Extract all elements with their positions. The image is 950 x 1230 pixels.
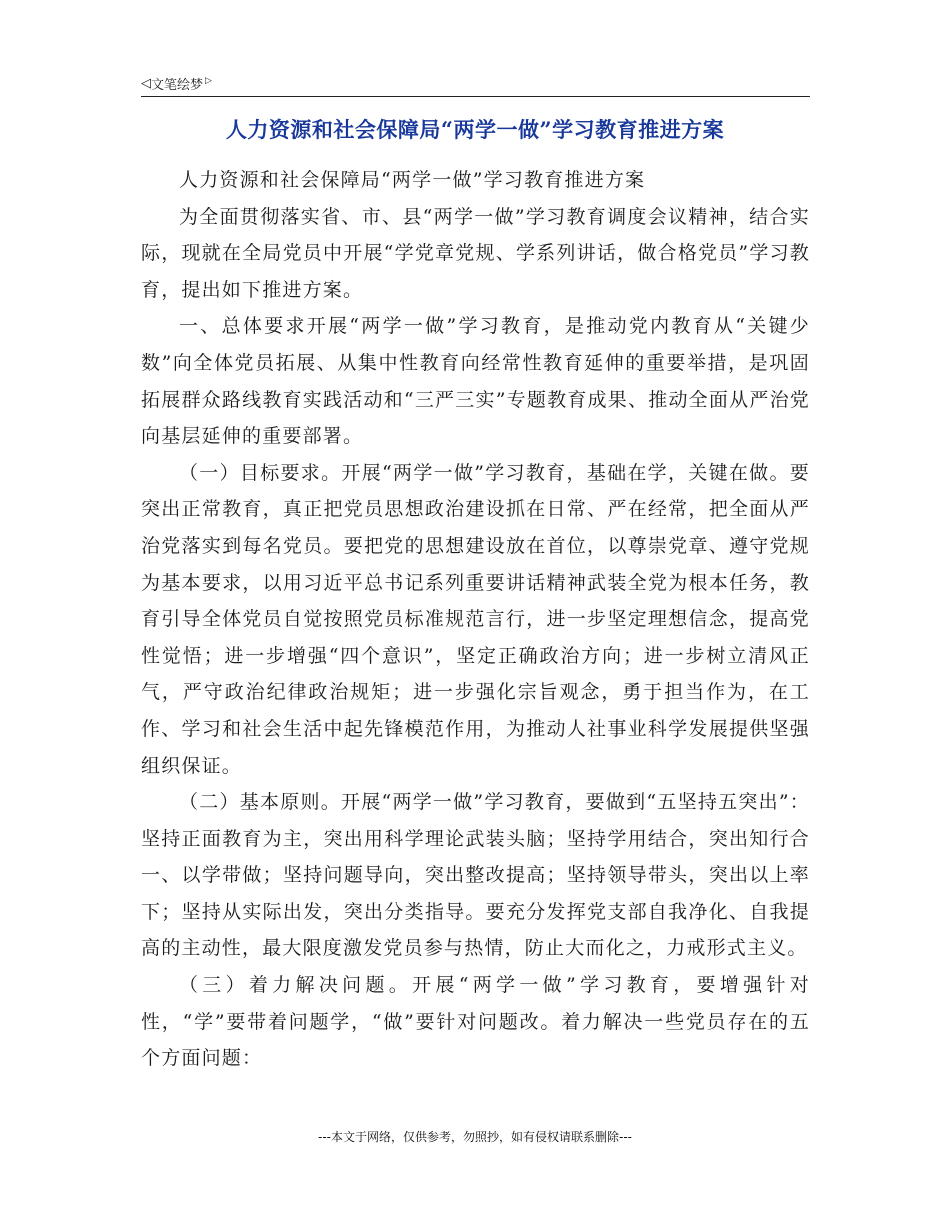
left-triangle-icon: ◁ [141,76,151,91]
brand-name: 文笔绘梦 [151,78,204,93]
paragraph-general-requirements: 一、总体要求开展“两学一做”学习教育，是推动党内教育从“关键少数”向全体党员拓展、从集中性教育向经常性教育延伸的重要举措，是巩固拓展群众路线教育实践活动和“三严三实”专题教育成果、推动全面从严治党向基层延伸的重要部署。 [141,315,810,448]
footer-notice: ---本文于网络，仅供参考，勿照抄，如有侵权请联系删除--- [318,1130,632,1144]
paragraph-subtitle: 人力资源和社会保障局“两学一做”学习教育推进方案 [179,169,646,191]
brand-mark [141,74,212,93]
page-header [141,72,810,97]
right-triangle-icon: ▷ [205,75,212,86]
paragraph-solve-problems: （三）着力解决问题。开展“两学一做”学习教育，要增强针对性，“学”要带着问题学，“做”要针对问题改。着力解决一些党员存在的五个方面问题： [141,974,810,1070]
paragraph-intro: 为全面贯彻落实省、市、县“两学一做”学习教育调度会议精神，结合实际，现就在全局党员中开展“学党章党规、学系列讲话，做合格党员”学习教育，提出如下推进方案。 [141,205,810,301]
paragraph-basic-principles: （二）基本原则。开展“两学一做”学习教育，要做到“五坚持五突出”：坚持正面教育为主，突出用科学理论武装头脑；坚持学用结合，突出知行合一、以学带做；坚持问题导向，突出整改提高；坚持领导带头，突出以上率下；坚持从实际出发，突出分类指导。要充分发挥党支部自我净化、自我提高的主动性，最大限度激发党员参与热情，防止大而化之，力戒形式主义。 [141,791,810,960]
document-body [141,162,810,1077]
document-title: 人力资源和社会保障局“两学一做”学习教育推进方案 [225,117,725,142]
paragraph-goal-requirements: （一）目标要求。开展“两学一做”学习教育，基础在学，关键在做。要突出正常教育，真正把党员思想政治建设抓在日常、严在经常，把全面从严治党落实到每名党员。要把党的思想建设放在首位，以尊崇党章、遵守党规为基本要求，以用习近平总书记系列重要讲话精神武装全党为根本任务，教育引导全体党员自觉按照党员标准规范言行，进一步坚定理想信念，提高党性觉悟；进一步增强“四个意识”，坚定正确政治方向；进一步树立清风正气，严守政治纪律政治规矩；进一步强化宗旨观念，勇于担当作为，在工作、学习和社会生活中起先锋模范作用，为推动人社事业科学发展提供坚强组织保证。 [141,461,810,777]
